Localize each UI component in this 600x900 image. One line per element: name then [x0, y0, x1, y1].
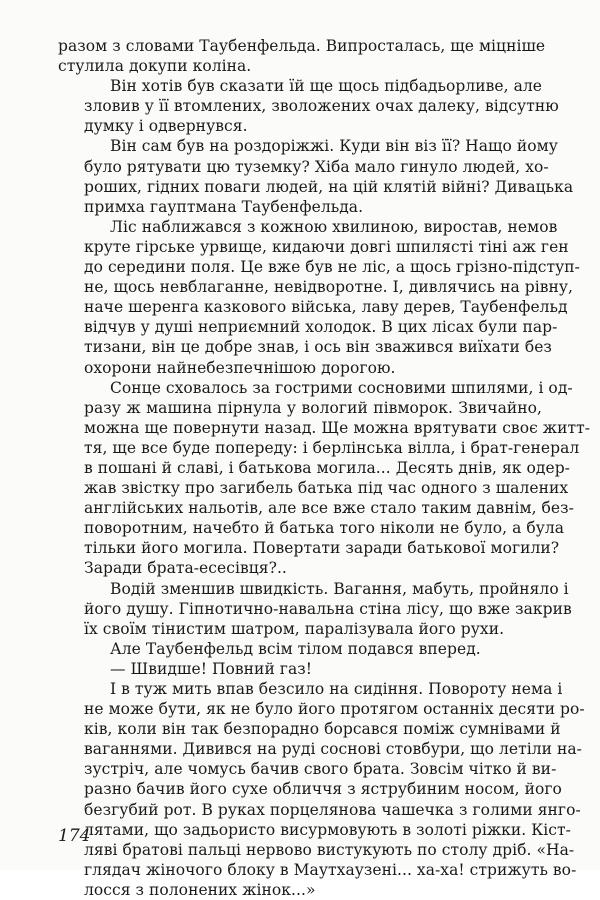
- text-line: ваганнями. Дивився на руді соснові стовбури, що летіли на-: [84, 740, 582, 759]
- text-line: поворотним, начебто й батька того ніколи не було, а була: [84, 519, 565, 538]
- text-line: можна ще повернути назад. Ще можна врятувати своє житт-: [84, 418, 591, 437]
- text-line: зустріч, але чомусь бачив свого брата. Зовсім чітко й ви-: [84, 760, 557, 779]
- text-line: ків, коли він так безпорадно борсався поміж сумнівами й: [84, 720, 561, 739]
- paragraph: [58, 36, 546, 76]
- text-line: лятами, що задьористо висурмовують в золоті ріжки. Кіст-: [84, 820, 571, 839]
- text-line: роших, гідних поваги людей, на цій клятій війні? Дивацька: [84, 177, 574, 196]
- text-line: тизани, він це добре знав, і ось він зважився виїхати без: [84, 338, 552, 357]
- text-line: — Швидше! Повний газ!: [110, 659, 313, 678]
- text-line: відчув у душі неприємний холодок. В цих лісах були пар-: [84, 318, 558, 337]
- text-line: жав звістку про загибель батька під час одного з шалених: [84, 479, 569, 498]
- paragraph: [58, 378, 591, 579]
- text-line: тільки його могила. Повертати заради батькової могили?: [84, 539, 560, 558]
- text-line: Сонце сховалось за гострими сосновими шпилями, і од-: [110, 378, 573, 397]
- text-line: примха гауптмана Таубенфельда.: [84, 197, 364, 216]
- text-line: Але Таубенфельд всім тілом подався вперед.: [110, 639, 481, 658]
- text-line: І в туж мить впав безсило на сидіння. Повороту нема і: [110, 680, 563, 698]
- paragraph: [58, 639, 542, 659]
- paragraph: [58, 136, 574, 216]
- paragraph: [58, 659, 542, 679]
- text-line: було рятувати цю туземку? Хіба мало гинуло людей, хо-: [84, 157, 549, 176]
- text-line: лосся з полонених жінок...»: [84, 880, 316, 899]
- text-line: стулила докупи коліна.: [58, 57, 252, 76]
- text-line: не, щось невблаганне, невідворотне. І, дивлячись на рівну,: [84, 278, 574, 297]
- text-line: разом з словами Таубенфельда. Випросталась, ще міцніше: [58, 37, 546, 55]
- paragraph: [58, 76, 559, 136]
- text-line: круте гірське урвище, кидаючи довгі шпилясті тіні аж ген: [84, 237, 569, 256]
- text-line: охорони найнебезпечнішою дорогою.: [84, 358, 396, 377]
- text-line: до середини поля. Це вже був не ліс, а щось грізно-підступ-: [84, 258, 580, 277]
- text-line: не може бути, як не було його протягом останніх десяти ро-: [84, 700, 585, 719]
- text-line: глядач жіночого блоку в Маутхаузені... ха-ха! стрижуть во-: [84, 860, 577, 879]
- text-line: разу ж машина пірнула у вологий півморок. Звичайно,: [84, 398, 542, 417]
- paragraph: [58, 217, 580, 378]
- text-line: Ліс наближався з кожною хвилиною, виростав, немов: [110, 217, 558, 236]
- text-line: Заради брата-есесівця?..: [84, 559, 287, 578]
- text-line: безгубий рот. В руках порцелянова чашечка з голими янго-: [84, 800, 581, 819]
- text-line: ляві братові пальці нервово вистукують по столу дріб. «На-: [84, 840, 575, 859]
- text-line: в пошані й славі, і батькова могила... Десять днів, як одер-: [84, 458, 570, 477]
- page-number: 174: [58, 826, 91, 846]
- text-line: їх своїм тінистим шатром, паралізувала його рухи.: [84, 619, 505, 638]
- text-line: англійських нальотів, але все вже стало таким давнім, без-: [84, 499, 574, 518]
- text-line: зловив у її втомлених, зволожених очах далеку, відсутню: [84, 97, 559, 116]
- text-line: тя, ще все буде попереду: і берлінська вілла, і брат-генерал: [84, 438, 580, 457]
- text-line: Він сам був на роздоріжжі. Куди він віз її? Нащо йому: [110, 137, 558, 156]
- text-line: Водій зменшив швидкість. Вагання, мабуть, пройняло і: [110, 579, 569, 598]
- text-line: думку і одвернувся.: [84, 117, 248, 136]
- text-line: наче шеренга казкового війська, лаву дерев, Таубенфельд: [84, 298, 568, 317]
- text-line: його душу. Гіпнотично-навальна стіна лісу, що вже закрив: [84, 599, 572, 618]
- paragraph: [58, 579, 572, 639]
- text-line: разно бачив його сухе обличчя з яструбиним носом, його: [84, 780, 562, 799]
- paragraph: [58, 679, 585, 900]
- text-line: Він хотів був сказати їй ще щось підбадьорливе, але: [110, 77, 543, 96]
- page-text: [58, 36, 591, 900]
